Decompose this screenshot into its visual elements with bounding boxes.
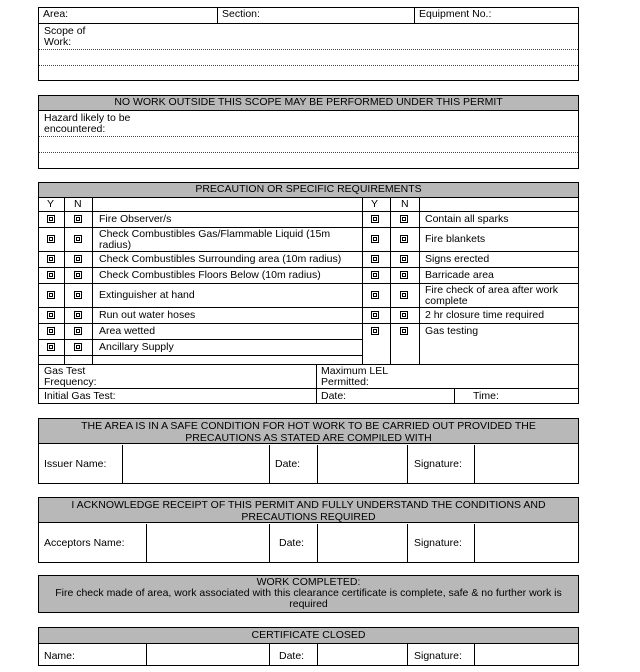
yes-checkbox[interactable]: [47, 311, 55, 319]
hazard-label: Hazard likely to be encountered:: [44, 112, 131, 135]
no-checkbox[interactable]: [74, 311, 82, 319]
yes-checkbox[interactable]: [371, 255, 379, 263]
initial-gas-test-label[interactable]: Initial Gas Test:: [44, 390, 116, 402]
closed-date-label: Date:: [279, 650, 305, 662]
acceptor-name-field[interactable]: [147, 524, 268, 562]
left-item-row: [39, 308, 362, 324]
left-item-label: Check Combustibles Gas/Flammable Liquid (15m radius): [99, 228, 331, 251]
precautions-header: PRECAUTION OR SPECIFIC REQUIREMENTS: [39, 183, 578, 198]
equipment-field[interactable]: [415, 8, 578, 23]
closed-signature-label: Signature:: [414, 650, 462, 662]
yes-checkbox[interactable]: [47, 327, 55, 335]
left-item-label: Check Combustibles Floors Below (10m radius): [99, 269, 321, 281]
right-item-label: Contain all sparks: [425, 213, 509, 225]
left-item-row: [39, 252, 362, 268]
acceptor-date-label: Date:: [279, 537, 305, 549]
no-checkbox[interactable]: [400, 271, 408, 279]
closed-date-field[interactable]: [318, 644, 406, 665]
yes-checkbox[interactable]: [47, 215, 55, 223]
issuer-date-field[interactable]: [318, 445, 406, 483]
no-checkbox[interactable]: [74, 343, 82, 351]
yes-checkbox[interactable]: [47, 255, 55, 263]
issuer-name-label: Issuer Name:: [44, 458, 107, 470]
left-item-label: Fire Observer/s: [99, 213, 172, 225]
no-checkbox[interactable]: [74, 291, 82, 299]
no-checkbox[interactable]: [400, 215, 408, 223]
left-item-row: [39, 340, 362, 356]
n-header-right: N: [401, 198, 409, 210]
hazard-row[interactable]: [39, 111, 578, 137]
right-item-label: Fire check of area after work complete: [425, 284, 559, 307]
scope-row[interactable]: [39, 24, 578, 50]
acceptor-name-label: Acceptors Name:: [44, 537, 125, 549]
left-item-row: [39, 228, 362, 252]
left-item-row: [39, 284, 362, 308]
yes-checkbox[interactable]: [47, 291, 55, 299]
closed-name-label: Name:: [44, 650, 75, 662]
work-completed-section: [38, 575, 579, 613]
work-completed-text: Fire check made of area, work associated with this clearance certificate is complete, safe & no further work is required: [55, 587, 562, 610]
hazard-section: [38, 95, 579, 169]
right-item-label: Barricade area: [425, 269, 494, 281]
gas-test-frequency-label[interactable]: Gas Test Frequency:: [44, 365, 97, 388]
issuer-date-label: Date:: [275, 458, 301, 470]
n-header-left: N: [74, 198, 82, 210]
issuer-signature-label: Signature:: [414, 458, 462, 470]
left-item-row: [39, 212, 362, 228]
area-row: [39, 8, 578, 24]
initial-gas-row: [39, 389, 578, 403]
right-item-label: Signs erected: [425, 253, 490, 265]
yes-checkbox[interactable]: [47, 271, 55, 279]
certificate-closed-header: CERTIFICATE CLOSED: [39, 628, 578, 644]
issuer-row: [39, 445, 578, 483]
left-item-label: Area wetted: [99, 325, 156, 337]
left-item-label: Check Combustibles Surrounding area (10m radius): [99, 253, 342, 265]
area-scope-section: [38, 7, 579, 81]
right-item-row: [362, 252, 578, 268]
area-field[interactable]: [39, 8, 218, 23]
issuer-section: [38, 418, 579, 484]
no-checkbox[interactable]: [74, 215, 82, 223]
left-item-row: [39, 268, 362, 284]
right-item-row: [362, 268, 578, 284]
right-item-label: 2 hr closure time required: [425, 309, 545, 321]
section-label: Section:: [222, 8, 260, 20]
no-checkbox[interactable]: [74, 255, 82, 263]
scope-line-2[interactable]: [39, 50, 578, 66]
left-checklist: [39, 212, 362, 356]
issuer-signature-field[interactable]: [475, 445, 578, 483]
yes-checkbox[interactable]: [371, 271, 379, 279]
right-item-row: [362, 324, 578, 340]
acceptor-signature-field[interactable]: [475, 524, 578, 562]
y-header-right: Y: [371, 198, 379, 210]
equipment-label: Equipment No.:: [419, 8, 492, 20]
right-item-label: Gas testing: [425, 325, 479, 337]
scope-notice-header: NO WORK OUTSIDE THIS SCOPE MAY BE PERFORMED UNDER THIS PERMIT: [39, 96, 578, 111]
acceptor-section: [38, 497, 579, 563]
no-checkbox[interactable]: [400, 311, 408, 319]
hazard-line-3[interactable]: [39, 153, 578, 169]
no-checkbox[interactable]: [400, 235, 408, 243]
yes-checkbox[interactable]: [371, 311, 379, 319]
precautions-section: [38, 182, 579, 404]
acceptor-date-field[interactable]: [318, 524, 406, 562]
closed-signature-field[interactable]: [475, 644, 578, 665]
acceptor-row: [39, 524, 578, 562]
area-label: Area:: [43, 8, 69, 20]
yes-checkbox[interactable]: [371, 291, 379, 299]
max-lel-label[interactable]: Maximum LEL Permitted:: [321, 365, 388, 388]
right-item-label: Fire blankets: [425, 233, 486, 245]
section-field[interactable]: [218, 8, 415, 23]
left-item-label: Ancillary Supply: [99, 341, 174, 353]
left-item-row: [39, 324, 362, 340]
safe-condition-header: THE AREA IS IN A SAFE CONDITION FOR HOT WORK TO BE CARRIED OUT PROVIDED THE PRECAUTIONS AS STATED ARE COMPILED WITH: [39, 419, 578, 444]
gas-test-row: [39, 364, 578, 389]
no-checkbox[interactable]: [400, 327, 408, 335]
left-item-label: Run out water hoses: [99, 309, 196, 321]
left-item-label: Extinguisher at hand: [99, 289, 195, 301]
right-item-row: [362, 284, 578, 308]
closed-name-field[interactable]: [147, 644, 268, 665]
right-checklist: [362, 212, 578, 340]
yes-checkbox[interactable]: [371, 235, 379, 243]
yes-checkbox[interactable]: [371, 327, 379, 335]
issuer-name-field[interactable]: [123, 445, 268, 483]
closed-row: [39, 644, 578, 665]
no-checkbox[interactable]: [74, 327, 82, 335]
yes-checkbox[interactable]: [371, 215, 379, 223]
gas-time-label[interactable]: Time:: [473, 390, 499, 402]
acknowledge-header: I ACKNOWLEDGE RECEIPT OF THIS PERMIT AND FULLY UNDERSTAND THE CONDITIONS AND PRECAUTIONS REQUIRED: [39, 498, 578, 523]
scope-line-3[interactable]: [39, 66, 578, 80]
right-item-row: [362, 308, 578, 324]
y-header-left: Y: [47, 198, 55, 210]
no-checkbox[interactable]: [400, 291, 408, 299]
gas-date-label[interactable]: Date:: [321, 390, 347, 402]
yes-checkbox[interactable]: [47, 235, 55, 243]
yes-checkbox[interactable]: [47, 343, 55, 351]
right-item-row: [362, 228, 578, 252]
no-checkbox[interactable]: [400, 255, 408, 263]
no-checkbox[interactable]: [74, 235, 82, 243]
hazard-line-2[interactable]: [39, 137, 578, 153]
acceptor-signature-label: Signature:: [414, 537, 462, 549]
no-checkbox[interactable]: [74, 271, 82, 279]
right-item-row: [362, 212, 578, 228]
certificate-closed-section: [38, 627, 579, 666]
scope-label: Scope of Work:: [44, 25, 86, 48]
work-completed-title: WORK COMPLETED:: [256, 576, 361, 588]
